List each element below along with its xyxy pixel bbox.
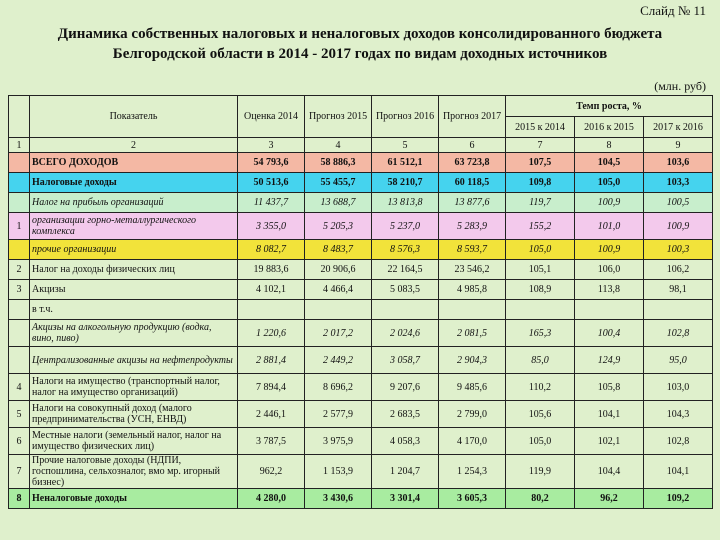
value-cell: 50 513,6 [238, 173, 305, 193]
value-cell: 106,0 [575, 260, 644, 280]
value-cell: 1 153,9 [305, 455, 372, 489]
value-cell: 8 593,7 [439, 240, 506, 260]
value-cell [305, 300, 372, 320]
value-cell: 105,0 [506, 240, 575, 260]
table-row [9, 213, 713, 240]
value-cell: 96,2 [575, 489, 644, 509]
header-growth-2017: 2017 к 2016 [644, 117, 713, 138]
value-cell: 105,6 [506, 401, 575, 428]
value-cell: 124,9 [575, 347, 644, 374]
value-cell: 5 283,9 [439, 213, 506, 240]
value-cell [575, 300, 644, 320]
value-cell: 119,9 [506, 455, 575, 489]
index-cell: 6 [439, 138, 506, 153]
value-cell: 105,0 [506, 428, 575, 455]
value-cell: 3 301,4 [372, 489, 439, 509]
value-cell: 962,2 [238, 455, 305, 489]
header-growth-rate: Темп роста, % [506, 96, 713, 117]
row-indicator-name: Налог на прибыль организаций [30, 193, 238, 213]
value-cell: 1 254,3 [439, 455, 506, 489]
revenue-table [8, 95, 713, 509]
row-number [9, 300, 30, 320]
row-number: 5 [9, 401, 30, 428]
value-cell: 3 605,3 [439, 489, 506, 509]
value-cell: 100,9 [644, 213, 713, 240]
header-growth-2015: 2015 к 2014 [506, 117, 575, 138]
table-row [9, 260, 713, 280]
value-cell: 100,5 [644, 193, 713, 213]
table-row [9, 347, 713, 374]
row-indicator-name: Неналоговые доходы [30, 489, 238, 509]
row-number: 4 [9, 374, 30, 401]
table-row [9, 320, 713, 347]
row-number: 8 [9, 489, 30, 509]
table-row [9, 280, 713, 300]
value-cell: 109,2 [644, 489, 713, 509]
slide-title [0, 24, 720, 64]
value-cell: 2 449,2 [305, 347, 372, 374]
table-row [9, 193, 713, 213]
value-cell: 22 164,5 [372, 260, 439, 280]
value-cell: 3 975,9 [305, 428, 372, 455]
table-row [9, 455, 713, 489]
table-row [9, 401, 713, 428]
value-cell: 104,1 [644, 455, 713, 489]
index-cell: 3 [238, 138, 305, 153]
table-row [9, 153, 713, 173]
value-cell: 9 207,6 [372, 374, 439, 401]
value-cell: 2 904,3 [439, 347, 506, 374]
value-cell: 2 799,0 [439, 401, 506, 428]
index-cell: 4 [305, 138, 372, 153]
value-cell: 103,3 [644, 173, 713, 193]
value-cell: 3 058,7 [372, 347, 439, 374]
row-number: 3 [9, 280, 30, 300]
value-cell: 8 082,7 [238, 240, 305, 260]
value-cell [439, 300, 506, 320]
value-cell: 8 696,2 [305, 374, 372, 401]
value-cell: 104,5 [575, 153, 644, 173]
value-cell: 7 894,4 [238, 374, 305, 401]
value-cell: 2 081,5 [439, 320, 506, 347]
value-cell: 113,8 [575, 280, 644, 300]
value-cell: 165,3 [506, 320, 575, 347]
row-indicator-name: Налог на доходы физических лиц [30, 260, 238, 280]
revenue-table-container [8, 95, 712, 509]
header-indicator: Показатель [30, 96, 238, 138]
table-row [9, 240, 713, 260]
value-cell: 105,1 [506, 260, 575, 280]
value-cell: 5 237,0 [372, 213, 439, 240]
value-cell: 119,7 [506, 193, 575, 213]
value-cell: 2 024,6 [372, 320, 439, 347]
row-number: 1 [9, 213, 30, 240]
title-line-1: Динамика собственных налоговых и неналоговых доходов консолидированного бюджета [57, 26, 663, 42]
unit-label: (млн. руб) [654, 79, 706, 93]
row-indicator-name: Акцизы [30, 280, 238, 300]
row-number [9, 153, 30, 173]
row-indicator-name: Налоги на имущество (транспортный налог, налог на имущество организаций) [30, 374, 238, 401]
value-cell: 3 430,6 [305, 489, 372, 509]
header-forecast-2017: Прогноз 2017 [439, 96, 506, 138]
value-cell: 102,1 [575, 428, 644, 455]
value-cell: 3 787,5 [238, 428, 305, 455]
value-cell: 95,0 [644, 347, 713, 374]
value-cell: 104,4 [575, 455, 644, 489]
value-cell: 101,0 [575, 213, 644, 240]
value-cell [372, 300, 439, 320]
value-cell: 2 017,2 [305, 320, 372, 347]
row-number [9, 320, 30, 347]
index-cell: 9 [644, 138, 713, 153]
value-cell: 104,1 [575, 401, 644, 428]
value-cell: 1 204,7 [372, 455, 439, 489]
value-cell: 13 877,6 [439, 193, 506, 213]
value-cell: 85,0 [506, 347, 575, 374]
value-cell: 4 280,0 [238, 489, 305, 509]
header-growth-2016: 2016 к 2015 [575, 117, 644, 138]
value-cell: 23 546,2 [439, 260, 506, 280]
value-cell: 105,8 [575, 374, 644, 401]
value-cell: 102,8 [644, 320, 713, 347]
row-number [9, 193, 30, 213]
index-cell: 8 [575, 138, 644, 153]
table-row [9, 173, 713, 193]
value-cell: 2 577,9 [305, 401, 372, 428]
row-indicator-name: Прочие налоговые доходы (НДПИ, госпошлина, сельхозналог, вмо мр. игорный бизнес) [30, 455, 238, 489]
value-cell: 108,9 [506, 280, 575, 300]
header-num-cell [9, 96, 30, 138]
value-cell: 55 455,7 [305, 173, 372, 193]
value-cell: 104,3 [644, 401, 713, 428]
value-cell: 4 985,8 [439, 280, 506, 300]
value-cell: 5 205,3 [305, 213, 372, 240]
value-cell: 61 512,1 [372, 153, 439, 173]
value-cell: 4 466,4 [305, 280, 372, 300]
value-cell: 1 220,6 [238, 320, 305, 347]
value-cell: 3 355,0 [238, 213, 305, 240]
value-cell [506, 300, 575, 320]
row-number: 7 [9, 455, 30, 489]
index-cell: 2 [30, 138, 238, 153]
row-number: 2 [9, 260, 30, 280]
header-row-1 [9, 96, 713, 117]
table-row [9, 489, 713, 509]
value-cell: 107,5 [506, 153, 575, 173]
table-row [9, 374, 713, 401]
row-indicator-name: организации горно-металлургического комплекса [30, 213, 238, 240]
value-cell: 54 793,6 [238, 153, 305, 173]
row-indicator-name: Акцизы на алкогольную продукцию (водка, вино, пиво) [30, 320, 238, 347]
value-cell: 9 485,6 [439, 374, 506, 401]
value-cell: 105,0 [575, 173, 644, 193]
value-cell: 4 170,0 [439, 428, 506, 455]
value-cell: 13 688,7 [305, 193, 372, 213]
value-cell: 5 083,5 [372, 280, 439, 300]
index-cell: 5 [372, 138, 439, 153]
value-cell: 58 886,3 [305, 153, 372, 173]
row-indicator-name: прочие организации [30, 240, 238, 260]
value-cell: 63 723,8 [439, 153, 506, 173]
row-indicator-name: Централизованные акцизы на нефтепродукты [30, 347, 238, 374]
row-number [9, 347, 30, 374]
value-cell: 2 881,4 [238, 347, 305, 374]
value-cell: 2 683,5 [372, 401, 439, 428]
value-cell: 11 437,7 [238, 193, 305, 213]
value-cell: 102,8 [644, 428, 713, 455]
value-cell: 58 210,7 [372, 173, 439, 193]
value-cell: 20 906,6 [305, 260, 372, 280]
row-indicator-name: ВСЕГО ДОХОДОВ [30, 153, 238, 173]
table-row [9, 428, 713, 455]
row-indicator-name: Налоговые доходы [30, 173, 238, 193]
value-cell: 4 058,3 [372, 428, 439, 455]
row-indicator-name: Местные налоги (земельный налог, налог на имущество физических лиц) [30, 428, 238, 455]
row-indicator-name: Налоги на совокупный доход (малого предпринимательства (УСН, ЕНВД) [30, 401, 238, 428]
column-index-row [9, 138, 713, 153]
header-forecast-2015: Прогноз 2015 [305, 96, 372, 138]
row-number: 6 [9, 428, 30, 455]
row-indicator-name: в т.ч. [30, 300, 238, 320]
index-cell: 1 [9, 138, 30, 153]
row-number [9, 240, 30, 260]
value-cell: 106,2 [644, 260, 713, 280]
value-cell: 8 483,7 [305, 240, 372, 260]
value-cell: 103,0 [644, 374, 713, 401]
header-estimate-2014: Оценка 2014 [238, 96, 305, 138]
value-cell: 100,4 [575, 320, 644, 347]
value-cell: 103,6 [644, 153, 713, 173]
row-number [9, 173, 30, 193]
value-cell: 155,2 [506, 213, 575, 240]
table-row [9, 300, 713, 320]
header-forecast-2016: Прогноз 2016 [372, 96, 439, 138]
value-cell: 8 576,3 [372, 240, 439, 260]
value-cell: 13 813,8 [372, 193, 439, 213]
title-line-2: Белгородской области в 2014 - 2017 годах по видам доходных источников [112, 46, 608, 62]
value-cell: 60 118,5 [439, 173, 506, 193]
value-cell: 100,3 [644, 240, 713, 260]
value-cell: 2 446,1 [238, 401, 305, 428]
value-cell: 109,8 [506, 173, 575, 193]
value-cell: 110,2 [506, 374, 575, 401]
value-cell: 98,1 [644, 280, 713, 300]
value-cell: 80,2 [506, 489, 575, 509]
value-cell: 19 883,6 [238, 260, 305, 280]
slide-number: Слайд № 11 [640, 3, 706, 18]
value-cell: 4 102,1 [238, 280, 305, 300]
value-cell [644, 300, 713, 320]
index-cell: 7 [506, 138, 575, 153]
value-cell [238, 300, 305, 320]
value-cell: 100,9 [575, 193, 644, 213]
value-cell: 100,9 [575, 240, 644, 260]
